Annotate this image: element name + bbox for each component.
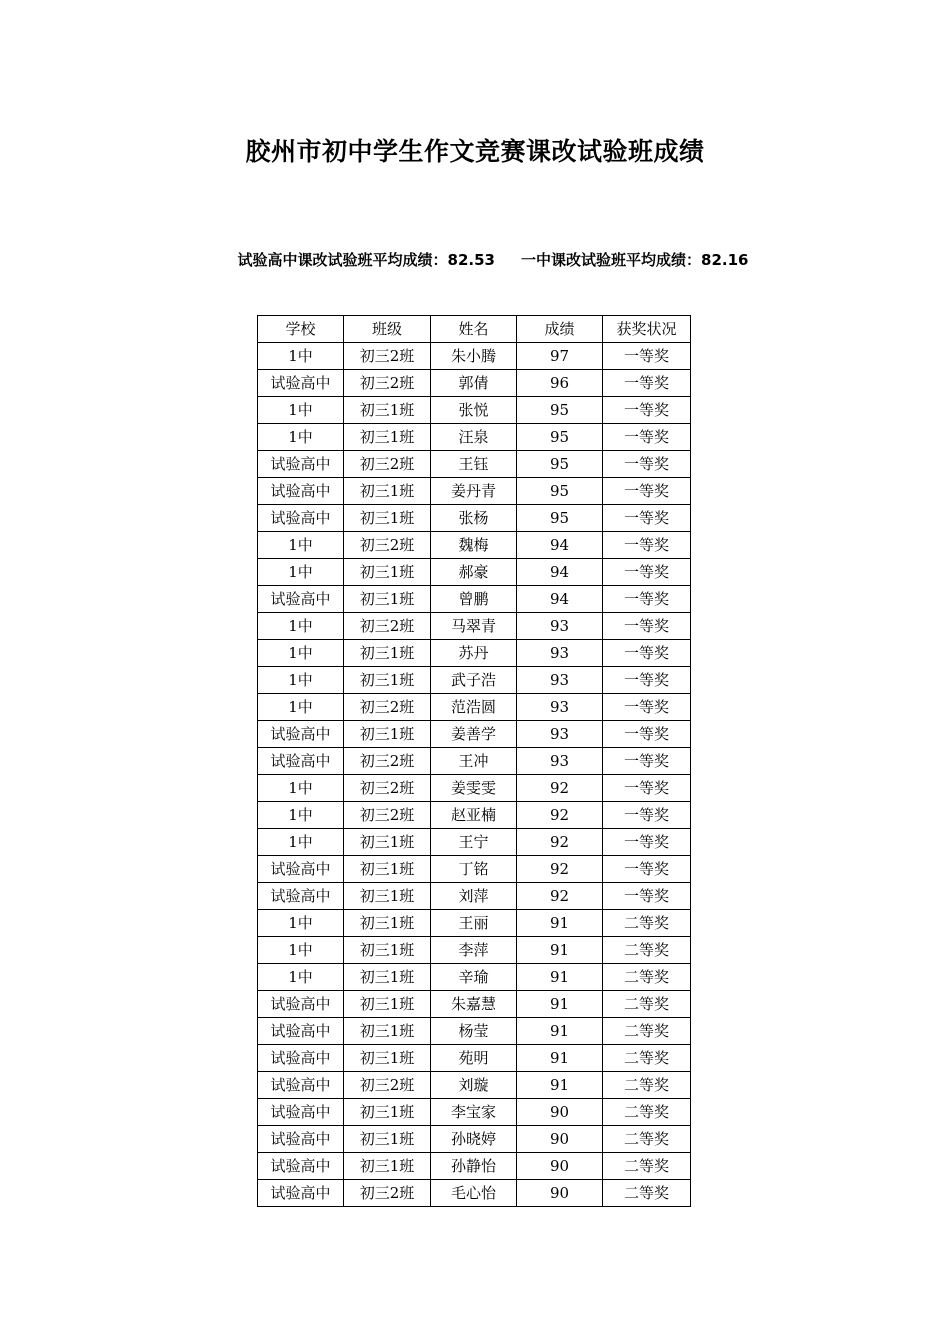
table-row [258,856,691,883]
award-cell: 一等奖 [603,721,691,748]
score-cell: 92 [517,883,603,910]
table-row [258,748,691,775]
student-name-cell: 朱小腾 [431,343,517,370]
school-cell: 1中 [258,343,344,370]
table-row [258,829,691,856]
score-cell: 90 [517,1126,603,1153]
class-cell: 初三2班 [344,1072,431,1099]
score-cell: 91 [517,937,603,964]
student-name-cell: 张悦 [431,397,517,424]
class-cell: 初三1班 [344,424,431,451]
student-name-cell: 曾鹏 [431,586,517,613]
class-cell: 初三2班 [344,1180,431,1207]
class-cell: 初三2班 [344,694,431,721]
class-cell: 初三2班 [344,343,431,370]
table-row [258,559,691,586]
award-cell: 一等奖 [603,559,691,586]
class-cell: 初三1班 [344,1018,431,1045]
student-name-cell: 郭倩 [431,370,517,397]
table-row [258,802,691,829]
table-row [258,910,691,937]
table-row [258,370,691,397]
student-name-cell: 丁铭 [431,856,517,883]
class-cell: 初三1班 [344,883,431,910]
page-title: 胶州市初中学生作文竞赛课改试验班成绩 [245,137,705,166]
school-cell: 试验高中 [258,586,344,613]
student-name-cell: 汪泉 [431,424,517,451]
class-cell: 初三1班 [344,991,431,1018]
class-cell: 初三2班 [344,532,431,559]
class-cell: 初三2班 [344,775,431,802]
school-cell: 1中 [258,775,344,802]
class-cell: 初三2班 [344,370,431,397]
award-cell: 一等奖 [603,613,691,640]
results-table-body [258,343,691,1207]
score-cell: 90 [517,1153,603,1180]
school-cell: 1中 [258,532,344,559]
school-cell: 试验高中 [258,1153,344,1180]
table-row [258,964,691,991]
shiyan-average-score: 试验高中课改试验班平均成绩：82.53 [237,251,495,269]
table-row [258,532,691,559]
class-cell: 初三1班 [344,1099,431,1126]
table-row [258,1126,691,1153]
award-cell: 一等奖 [603,532,691,559]
class-cell: 初三1班 [344,964,431,991]
score-cell: 93 [517,721,603,748]
table-row [258,1018,691,1045]
class-cell: 初三1班 [344,829,431,856]
score-cell: 95 [517,397,603,424]
class-cell: 初三2班 [344,748,431,775]
header-class: 班级 [344,316,431,343]
table-row [258,775,691,802]
table-row [258,478,691,505]
award-cell: 二等奖 [603,937,691,964]
score-cell: 93 [517,667,603,694]
school-cell: 试验高中 [258,505,344,532]
score-cell: 95 [517,478,603,505]
table-row [258,451,691,478]
table-row [258,613,691,640]
award-cell: 一等奖 [603,802,691,829]
student-name-cell: 朱嘉慧 [431,991,517,1018]
class-cell: 初三1班 [344,937,431,964]
class-cell: 初三1班 [344,640,431,667]
award-cell: 一等奖 [603,829,691,856]
score-cell: 90 [517,1180,603,1207]
student-name-cell: 武子浩 [431,667,517,694]
student-name-cell: 姜雯雯 [431,775,517,802]
award-cell: 二等奖 [603,1099,691,1126]
score-cell: 91 [517,910,603,937]
score-cell: 91 [517,1045,603,1072]
class-cell: 初三1班 [344,505,431,532]
student-name-cell: 张杨 [431,505,517,532]
score-cell: 95 [517,451,603,478]
score-cell: 91 [517,1072,603,1099]
average-score-summary [0,249,950,270]
table-row [258,424,691,451]
score-cell: 91 [517,1018,603,1045]
table-row [258,1099,691,1126]
award-cell: 二等奖 [603,1018,691,1045]
student-name-cell: 姜善学 [431,721,517,748]
student-name-cell: 杨莹 [431,1018,517,1045]
score-cell: 93 [517,694,603,721]
class-cell: 初三2班 [344,613,431,640]
award-cell: 一等奖 [603,667,691,694]
class-cell: 初三1班 [344,1126,431,1153]
student-name-cell: 郝豪 [431,559,517,586]
table-row [258,694,691,721]
header-award: 获奖状况 [603,316,691,343]
class-cell: 初三1班 [344,721,431,748]
table-row [258,991,691,1018]
school-cell: 试验高中 [258,721,344,748]
school-cell: 1中 [258,802,344,829]
class-cell: 初三1班 [344,397,431,424]
header-score: 成绩 [517,316,603,343]
school-cell: 试验高中 [258,451,344,478]
school-cell: 1中 [258,424,344,451]
award-cell: 一等奖 [603,586,691,613]
class-cell: 初三1班 [344,1045,431,1072]
score-cell: 93 [517,613,603,640]
award-cell: 一等奖 [603,856,691,883]
award-cell: 一等奖 [603,343,691,370]
award-cell: 一等奖 [603,397,691,424]
student-name-cell: 王丽 [431,910,517,937]
student-name-cell: 苏丹 [431,640,517,667]
table-row [258,667,691,694]
table-row [258,1153,691,1180]
student-name-cell: 辛瑜 [431,964,517,991]
class-cell: 初三1班 [344,559,431,586]
school-cell: 1中 [258,667,344,694]
student-name-cell: 王冲 [431,748,517,775]
school-cell: 试验高中 [258,1126,344,1153]
student-name-cell: 刘萍 [431,883,517,910]
score-cell: 93 [517,748,603,775]
results-table [257,315,691,1207]
class-cell: 初三1班 [344,856,431,883]
score-cell: 94 [517,586,603,613]
score-cell: 91 [517,964,603,991]
student-name-cell: 刘璇 [431,1072,517,1099]
table-row [258,1072,691,1099]
score-cell: 95 [517,424,603,451]
school-cell: 试验高中 [258,1018,344,1045]
score-cell: 90 [517,1099,603,1126]
school-cell: 1中 [258,397,344,424]
award-cell: 一等奖 [603,775,691,802]
score-cell: 97 [517,343,603,370]
award-cell: 一等奖 [603,424,691,451]
table-row [258,883,691,910]
school-cell: 1中 [258,937,344,964]
award-cell: 二等奖 [603,991,691,1018]
award-cell: 二等奖 [603,1072,691,1099]
class-cell: 初三1班 [344,478,431,505]
student-name-cell: 王钰 [431,451,517,478]
student-name-cell: 毛心怡 [431,1180,517,1207]
award-cell: 二等奖 [603,964,691,991]
student-name-cell: 范浩圆 [431,694,517,721]
table-row [258,397,691,424]
table-row [258,937,691,964]
school-cell: 试验高中 [258,1180,344,1207]
award-cell: 一等奖 [603,640,691,667]
class-cell: 初三2班 [344,451,431,478]
school-cell: 1中 [258,613,344,640]
school-cell: 试验高中 [258,478,344,505]
award-cell: 一等奖 [603,748,691,775]
school-cell: 试验高中 [258,370,344,397]
award-cell: 二等奖 [603,1180,691,1207]
school-cell: 试验高中 [258,856,344,883]
student-name-cell: 苑明 [431,1045,517,1072]
student-name-cell: 马翠青 [431,613,517,640]
header-row [258,316,691,343]
student-name-cell: 王宁 [431,829,517,856]
student-name-cell: 姜丹青 [431,478,517,505]
table-row [258,1045,691,1072]
school-cell: 1中 [258,964,344,991]
award-cell: 一等奖 [603,451,691,478]
school-cell: 试验高中 [258,1045,344,1072]
school-cell: 1中 [258,694,344,721]
score-cell: 91 [517,991,603,1018]
table-row [258,505,691,532]
award-cell: 二等奖 [603,1045,691,1072]
school-cell: 1中 [258,829,344,856]
school-cell: 试验高中 [258,1072,344,1099]
header-name: 姓名 [431,316,517,343]
score-cell: 94 [517,559,603,586]
award-cell: 一等奖 [603,883,691,910]
class-cell: 初三2班 [344,802,431,829]
award-cell: 二等奖 [603,1126,691,1153]
award-cell: 一等奖 [603,694,691,721]
award-cell: 一等奖 [603,370,691,397]
student-name-cell: 孙晓婷 [431,1126,517,1153]
table-row [258,721,691,748]
award-cell: 二等奖 [603,910,691,937]
table-row [258,586,691,613]
school-cell: 试验高中 [258,1099,344,1126]
class-cell: 初三1班 [344,910,431,937]
student-name-cell: 魏梅 [431,532,517,559]
table-row [258,343,691,370]
score-cell: 92 [517,775,603,802]
student-name-cell: 李萍 [431,937,517,964]
school-cell: 试验高中 [258,883,344,910]
yizhong-average-score: 一中课改试验班平均成绩：82.16 [521,251,749,269]
score-cell: 92 [517,802,603,829]
school-cell: 1中 [258,559,344,586]
results-table-header [258,316,691,343]
school-cell: 试验高中 [258,748,344,775]
table-row [258,1180,691,1207]
score-cell: 95 [517,505,603,532]
award-cell: 一等奖 [603,478,691,505]
header-school: 学校 [258,316,344,343]
student-name-cell: 赵亚楠 [431,802,517,829]
score-cell: 94 [517,532,603,559]
score-cell: 93 [517,640,603,667]
class-cell: 初三1班 [344,1153,431,1180]
score-cell: 92 [517,856,603,883]
school-cell: 试验高中 [258,991,344,1018]
school-cell: 1中 [258,640,344,667]
award-cell: 一等奖 [603,505,691,532]
score-cell: 96 [517,370,603,397]
score-cell: 92 [517,829,603,856]
table-row [258,640,691,667]
class-cell: 初三1班 [344,667,431,694]
class-cell: 初三1班 [344,586,431,613]
school-cell: 1中 [258,910,344,937]
student-name-cell: 李宝家 [431,1099,517,1126]
award-cell: 二等奖 [603,1153,691,1180]
student-name-cell: 孙静怡 [431,1153,517,1180]
